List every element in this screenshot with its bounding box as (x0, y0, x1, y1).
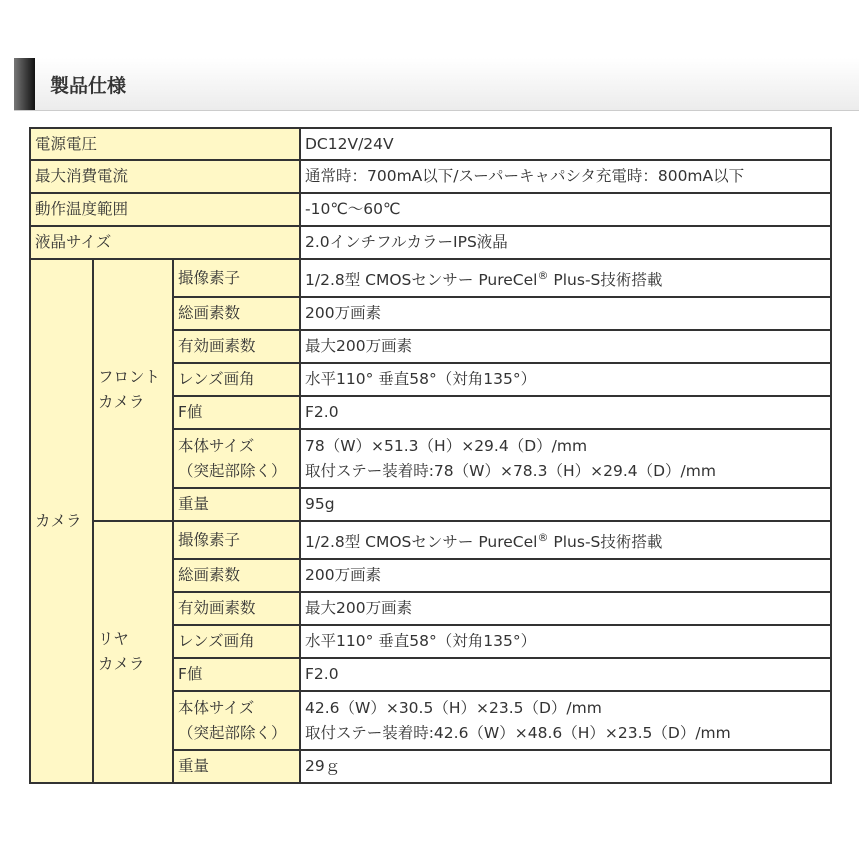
spec-label: 総画素数 (173, 559, 300, 592)
spec-value: 78（W）×51.3（H）×29.4（D）/mm 取付ステー装着時:78（W）×78.3（H）×29.4（D）/mm (300, 429, 831, 488)
spec-value: 29ｇ (300, 750, 831, 783)
spec-label: レンズ画角 (173, 625, 300, 658)
page-title: 製品仕様 (50, 75, 127, 97)
spec-row (30, 193, 831, 226)
heading-accent-bar (14, 58, 35, 110)
spec-label: レンズ画角 (173, 363, 300, 396)
spec-value: 200万画素 (300, 297, 831, 330)
spec-value: 95g (300, 488, 831, 521)
spec-label: F値 (173, 658, 300, 691)
camera-group-label: カメラ (30, 259, 93, 783)
spec-label: 撮像素子 (173, 521, 300, 559)
spec-label: 本体サイズ （突起部除く） (173, 691, 300, 750)
spec-label: 有効画素数 (173, 330, 300, 363)
rear-camera-label: リヤ カメラ (93, 521, 173, 783)
spec-value: DC12V/24V (300, 128, 831, 160)
spec-value: 42.6（W）×30.5（H）×23.5（D）/mm 取付ステー装着時:42.6（W）×48.6（H）×23.5（D）/mm (300, 691, 831, 750)
spec-label: 総画素数 (173, 297, 300, 330)
spec-value: 水平110° 垂直58°（対角135°） (300, 625, 831, 658)
spec-label: 撮像素子 (173, 259, 300, 297)
spec-value: F2.0 (300, 396, 831, 429)
spec-label: F値 (173, 396, 300, 429)
spec-table (29, 127, 832, 784)
spec-value: -10℃～60℃ (300, 193, 831, 226)
spec-row (30, 128, 831, 160)
front-camera-label: フロント カメラ (93, 259, 173, 521)
spec-value: 2.0インチフルカラーIPS液晶 (300, 226, 831, 259)
spec-value: 通常時：700mA以下/スーパーキャパシタ充電時：800mA以下 (300, 160, 831, 193)
spec-value: 200万画素 (300, 559, 831, 592)
spec-label: 本体サイズ （突起部除く） (173, 429, 300, 488)
spec-label: 重量 (173, 750, 300, 783)
spec-value: F2.0 (300, 658, 831, 691)
spec-row (30, 259, 831, 297)
spec-value: 最大200万画素 (300, 592, 831, 625)
section-heading (14, 58, 859, 111)
spec-label: 動作温度範囲 (30, 193, 300, 226)
spec-label: 液晶サイズ (30, 226, 300, 259)
spec-label: 重量 (173, 488, 300, 521)
spec-value: 1/2.8型 CMOSセンサー PureCel® Plus-S技術搭載 (300, 521, 831, 559)
spec-value: 最大200万画素 (300, 330, 831, 363)
spec-value: 1/2.8型 CMOSセンサー PureCel® Plus-S技術搭載 (300, 259, 831, 297)
spec-label: 電源電圧 (30, 128, 300, 160)
spec-label: 最大消費電流 (30, 160, 300, 193)
spec-row (30, 226, 831, 259)
spec-value: 水平110° 垂直58°（対角135°） (300, 363, 831, 396)
spec-row (30, 521, 831, 559)
spec-row (30, 160, 831, 193)
spec-label: 有効画素数 (173, 592, 300, 625)
